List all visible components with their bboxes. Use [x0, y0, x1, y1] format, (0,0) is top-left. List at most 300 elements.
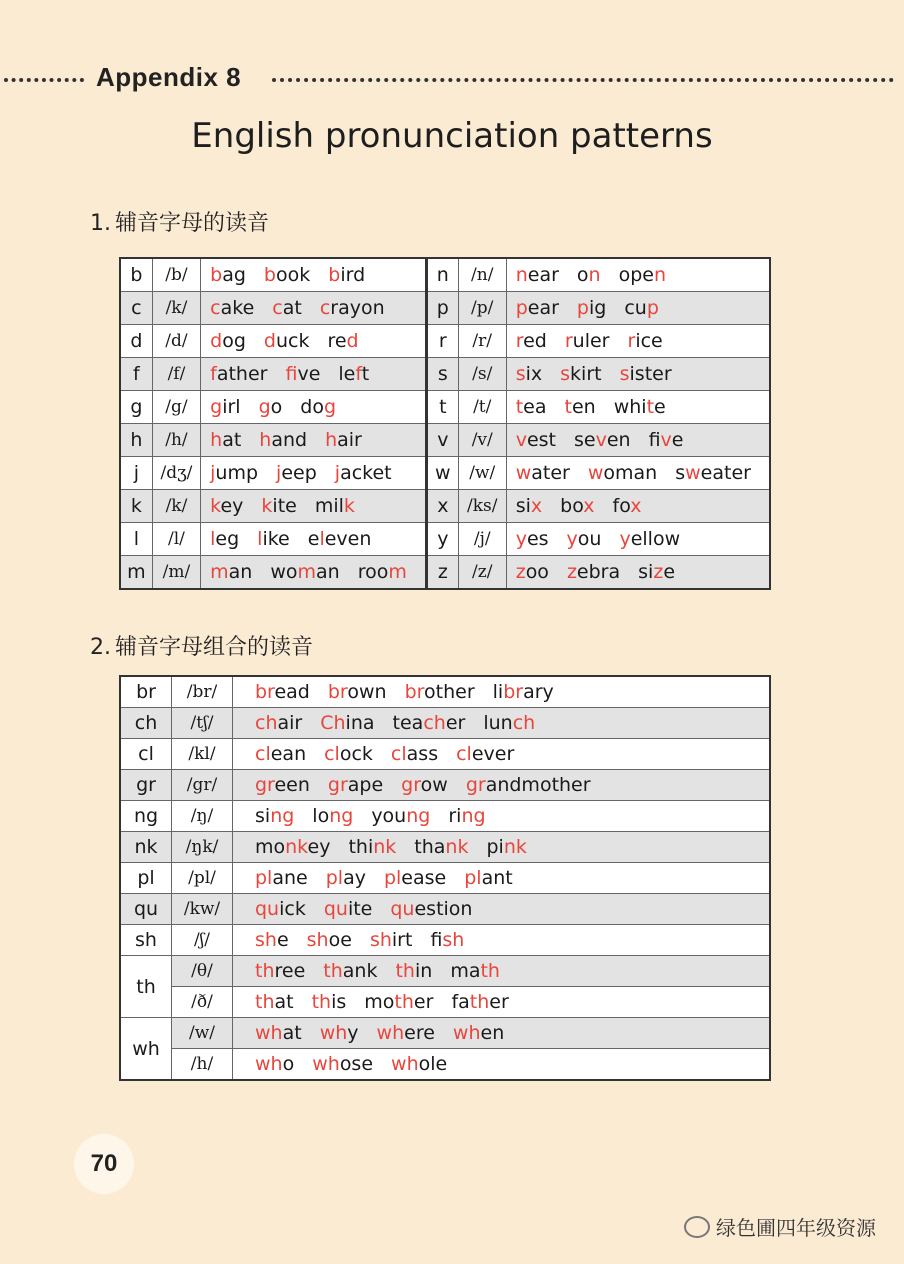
example-word: plant: [464, 867, 513, 889]
highlighted-letters: ch: [512, 712, 536, 734]
table-row: [120, 490, 770, 523]
highlighted-letters: s: [515, 363, 526, 385]
example-word: plane: [255, 867, 308, 889]
example-words: [233, 956, 771, 987]
example-word: hat: [210, 429, 242, 451]
example-word: thin: [395, 960, 433, 982]
table-row: [120, 325, 770, 358]
highlighted-letters: g: [323, 396, 337, 418]
example-word: pear: [515, 297, 559, 319]
example-word: why: [319, 1022, 359, 1044]
table-row: [120, 358, 770, 391]
highlighted-letters: p: [576, 297, 589, 319]
highlighted-letters: b: [210, 264, 223, 286]
highlighted-letters: ng: [461, 805, 486, 827]
highlighted-letters: j: [276, 462, 282, 484]
highlighted-letters: wh: [452, 1022, 481, 1044]
consonant-letter: d: [120, 325, 152, 358]
example-word: open: [618, 264, 666, 286]
example-word: eleven: [307, 528, 372, 550]
example-words: [201, 457, 427, 490]
example-words: [201, 292, 427, 325]
example-words: [233, 739, 771, 770]
letter-combination: gr: [120, 770, 172, 801]
highlighted-letters: wh: [319, 1022, 348, 1044]
highlighted-letters: p: [646, 297, 659, 319]
highlighted-letters: br: [503, 681, 524, 703]
example-word: woman: [270, 561, 340, 583]
highlighted-letters: ng: [329, 805, 354, 827]
consonant-letter: f: [120, 358, 152, 391]
example-word: skirt: [560, 363, 602, 385]
example-word: bird: [328, 264, 366, 286]
example-word: fish: [430, 929, 465, 951]
example-word: jacket: [334, 462, 392, 484]
example-word: tea: [515, 396, 547, 418]
example-word: yes: [515, 528, 549, 550]
example-word: ten: [564, 396, 596, 418]
example-word: whole: [391, 1053, 448, 1075]
highlighted-letters: x: [530, 495, 543, 517]
example-word: six: [515, 363, 543, 385]
highlighted-letters: wh: [391, 1053, 419, 1075]
example-word: this: [311, 991, 347, 1013]
highlighted-letters: m: [210, 561, 229, 583]
example-words: [506, 358, 770, 391]
example-word: cake: [210, 297, 255, 319]
appendix-label: Appendix 8: [96, 62, 242, 92]
example-word: key: [210, 495, 244, 517]
example-word: clock: [324, 743, 373, 765]
example-word: clever: [456, 743, 515, 765]
highlighted-letters: gr: [255, 774, 275, 796]
consonant-letter: z: [426, 556, 458, 590]
highlighted-letters: wh: [255, 1053, 283, 1075]
example-words: [506, 391, 770, 424]
example-word: pink: [486, 836, 527, 858]
letter-combination: sh: [120, 925, 172, 956]
example-word: China: [320, 712, 375, 734]
highlighted-letters: br: [327, 681, 348, 703]
example-word: play: [325, 867, 366, 889]
example-word: man: [210, 561, 253, 583]
appendix-header: [0, 62, 904, 96]
highlighted-letters: wh: [312, 1053, 340, 1075]
consonant-letter: n: [426, 258, 458, 292]
watermark: [684, 1212, 876, 1241]
highlighted-letters: pl: [464, 867, 482, 889]
highlighted-letters: Ch: [320, 712, 346, 734]
phonetic-symbol: /kw/: [172, 894, 233, 925]
example-words: [201, 523, 427, 556]
phonetic-symbol: /gr/: [172, 770, 233, 801]
example-word: seven: [574, 429, 631, 451]
example-word: zebra: [566, 561, 621, 583]
phonetic-symbol: /l/: [152, 523, 200, 556]
highlighted-letters: nk: [503, 836, 527, 858]
example-word: book: [263, 264, 311, 286]
phonetic-symbol: /d/: [152, 325, 200, 358]
consonant-letter: p: [426, 292, 458, 325]
consonant-letter: v: [426, 424, 458, 457]
example-word: grandmother: [465, 774, 591, 796]
section-2-title: [90, 630, 313, 661]
phonetic-symbol: /ŋ/: [172, 801, 233, 832]
highlighted-letters: h: [259, 429, 272, 451]
example-word: yellow: [619, 528, 681, 550]
example-words: [201, 424, 427, 457]
example-word: grow: [401, 774, 448, 796]
highlighted-letters: n: [653, 264, 666, 286]
highlighted-letters: w: [515, 462, 532, 484]
consonant-letter: s: [426, 358, 458, 391]
highlighted-letters: j: [210, 462, 216, 484]
example-word: she: [255, 929, 289, 951]
example-word: please: [383, 867, 447, 889]
table-row: [120, 801, 770, 832]
highlighted-letters: pl: [325, 867, 344, 889]
consonant-letter: g: [120, 391, 152, 424]
highlighted-letters: pl: [383, 867, 402, 889]
highlighted-letters: th: [255, 991, 275, 1013]
section-1-title: [90, 206, 269, 237]
table-row: [120, 770, 770, 801]
example-word: young: [371, 805, 431, 827]
example-word: near: [515, 264, 559, 286]
consonant-letter: l: [120, 523, 152, 556]
highlighted-letters: y: [515, 528, 527, 550]
example-word: clean: [255, 743, 307, 765]
example-word: lunch: [483, 712, 536, 734]
example-word: left: [338, 363, 370, 385]
highlighted-letters: t: [564, 396, 572, 418]
example-word: ring: [448, 805, 486, 827]
highlighted-letters: t: [515, 396, 524, 418]
section-number: 1.: [90, 211, 111, 236]
example-word: green: [255, 774, 310, 796]
example-words: [201, 490, 427, 523]
example-word: think: [348, 836, 397, 858]
highlighted-letters: th: [255, 960, 275, 982]
highlighted-letters: x: [583, 495, 595, 517]
example-words: [233, 925, 771, 956]
highlighted-letters: f: [210, 363, 217, 385]
example-word: long: [312, 805, 354, 827]
example-word: question: [390, 898, 473, 920]
consonant-letter: m: [120, 556, 152, 590]
example-word: class: [390, 743, 439, 765]
example-word: kite: [261, 495, 297, 517]
example-words: [201, 258, 427, 292]
highlighted-letters: y: [619, 528, 631, 550]
phonetic-symbol: /r/: [458, 325, 506, 358]
highlighted-letters: sh: [442, 929, 465, 951]
example-word: dog: [300, 396, 337, 418]
letter-combination: ch: [120, 708, 172, 739]
example-words: [506, 457, 770, 490]
example-word: quite: [323, 898, 373, 920]
phonetic-symbol: /k/: [152, 292, 200, 325]
example-word: father: [210, 363, 268, 385]
phonetic-symbol: /ks/: [458, 490, 506, 523]
highlighted-letters: th: [323, 960, 343, 982]
table-row: [120, 676, 770, 708]
highlighted-letters: v: [660, 429, 672, 451]
table-row: [120, 708, 770, 739]
highlighted-letters: br: [404, 681, 425, 703]
letter-combination: br: [120, 676, 172, 708]
example-words: [233, 676, 771, 708]
word-suffix: ter: [644, 363, 672, 385]
example-word: red: [515, 330, 547, 352]
consonant-letters-table: [119, 257, 771, 590]
consonant-letter: t: [426, 391, 458, 424]
phonetic-symbol: /t/: [458, 391, 506, 424]
highlighted-letters: l: [210, 528, 216, 550]
highlighted-letters: th: [394, 991, 414, 1013]
highlighted-letters: z: [653, 561, 664, 583]
highlighted-letters: r: [515, 330, 524, 352]
highlighted-letters: cl: [255, 743, 271, 765]
highlighted-letters: v: [595, 429, 607, 451]
phonetic-symbol: /ʃ/: [172, 925, 233, 956]
highlighted-letters: b: [263, 264, 276, 286]
table-row: [120, 739, 770, 770]
consonant-letter: h: [120, 424, 152, 457]
table-row: [120, 258, 770, 292]
page-title: English pronunciation patterns: [191, 116, 713, 156]
example-word: what: [255, 1022, 302, 1044]
example-word: whose: [312, 1053, 374, 1075]
letter-combination: pl: [120, 863, 172, 894]
consonant-letter: b: [120, 258, 152, 292]
example-word: monkey: [255, 836, 331, 858]
highlighted-letters: r: [627, 330, 636, 352]
example-words: [233, 863, 771, 894]
example-word: size: [638, 561, 676, 583]
example-word: milk: [314, 495, 355, 517]
highlighted-letters: m: [388, 561, 407, 583]
consonant-letter: w: [426, 457, 458, 490]
highlighted-letters: k: [210, 495, 221, 517]
chat-bubble-icon: [684, 1216, 710, 1238]
example-word: shoe: [306, 929, 352, 951]
consonant-letter: x: [426, 490, 458, 523]
table-row: [120, 832, 770, 863]
highlighted-letters: g: [258, 396, 271, 418]
example-word: you: [566, 528, 602, 550]
highlighted-letters: v: [515, 429, 527, 451]
highlighted-letters: h: [210, 429, 223, 451]
example-word: woman: [587, 462, 658, 484]
highlighted-letters: ng: [406, 805, 431, 827]
highlighted-letters: f: [285, 363, 298, 385]
example-word: sweater: [675, 462, 751, 484]
example-word: teacher: [392, 712, 466, 734]
example-word: ruler: [564, 330, 610, 352]
table-row: [120, 894, 770, 925]
example-word: on: [576, 264, 601, 286]
example-word: fox: [612, 495, 642, 517]
example-words: [233, 832, 771, 863]
example-word: pig: [576, 297, 607, 319]
example-word: cup: [624, 297, 659, 319]
table-row: [120, 391, 770, 424]
example-word: hair: [325, 429, 362, 451]
example-word: six: [515, 495, 543, 517]
example-words: [233, 708, 771, 739]
example-words: [201, 325, 427, 358]
example-word: leg: [210, 528, 240, 550]
example-word: room: [357, 561, 407, 583]
phonetic-symbol: /pl/: [172, 863, 233, 894]
example-words: [233, 987, 771, 1018]
example-word: cat: [272, 297, 302, 319]
highlighted-letters: k: [343, 495, 355, 517]
consonant-letter: r: [426, 325, 458, 358]
phonetic-symbol: /m/: [152, 556, 200, 590]
example-word: crayon: [319, 297, 385, 319]
example-word: zoo: [515, 561, 549, 583]
highlighted-letters: h: [325, 429, 338, 451]
consonant-letter: k: [120, 490, 152, 523]
letter-combination: wh: [120, 1018, 172, 1081]
highlighted-letters: gr: [401, 774, 421, 796]
phonetic-symbol: /w/: [458, 457, 506, 490]
highlighted-letters: b: [328, 264, 341, 286]
letter-combination: nk: [120, 832, 172, 863]
dotted-rule-left: [4, 78, 84, 82]
highlighted-letters: gr: [465, 774, 486, 796]
highlighted-letters: k: [261, 495, 273, 517]
highlighted-letters: wh: [376, 1022, 405, 1044]
phonetic-symbol: /p/: [458, 292, 506, 325]
section-label: 辅音字母组合的读音: [115, 635, 314, 660]
example-word: quick: [255, 898, 306, 920]
highlighted-letters: l: [319, 528, 325, 550]
phonetic-symbol: /z/: [458, 556, 506, 590]
table-row: [120, 523, 770, 556]
example-words: [506, 556, 770, 590]
example-words: [506, 292, 770, 325]
letter-combination: cl: [120, 739, 172, 770]
highlighted-letters: c: [210, 297, 221, 319]
example-word: sister: [619, 363, 672, 385]
section-number: 2.: [90, 635, 111, 660]
dotted-rule-right: [272, 78, 894, 82]
highlighted-letters: qu: [323, 898, 348, 920]
highlighted-letters: br: [255, 681, 275, 703]
example-word: water: [515, 462, 570, 484]
example-word: box: [560, 495, 595, 517]
phonetic-symbol: /n/: [458, 258, 506, 292]
example-word: who: [255, 1053, 295, 1075]
highlighted-letters: sh: [306, 929, 329, 951]
example-words: [233, 801, 771, 832]
highlighted-letters: s: [560, 363, 571, 385]
example-word: three: [255, 960, 306, 982]
table-row: [120, 556, 770, 590]
consonant-letter: y: [426, 523, 458, 556]
example-word: thank: [323, 960, 378, 982]
highlighted-letters: l: [257, 528, 263, 550]
phonetic-symbol: /v/: [458, 424, 506, 457]
highlighted-letters: w: [685, 462, 701, 484]
highlighted-letters: qu: [255, 898, 280, 920]
table-row: [120, 956, 770, 987]
highlighted-letters: ch: [423, 712, 446, 734]
phonetic-symbol: /θ/: [172, 956, 233, 987]
phonetic-symbol: /tʃ/: [172, 708, 233, 739]
highlighted-letters: c: [319, 297, 331, 319]
example-words: [506, 523, 770, 556]
phonetic-symbol: /kl/: [172, 739, 233, 770]
example-word: brown: [327, 681, 387, 703]
table-row: [120, 457, 770, 490]
highlighted-letters: cl: [390, 743, 407, 765]
table-row: [120, 424, 770, 457]
highlighted-letters: n: [515, 264, 528, 286]
example-word: bag: [210, 264, 246, 286]
example-word: bread: [255, 681, 310, 703]
table-row: [120, 987, 770, 1018]
example-words: [506, 325, 770, 358]
highlighted-letters: z: [515, 561, 526, 583]
consonant-letter: j: [120, 457, 152, 490]
table-row: [120, 863, 770, 894]
phonetic-symbol: /k/: [152, 490, 200, 523]
example-word: grape: [327, 774, 384, 796]
example-word: five: [285, 363, 321, 385]
highlighted-letters: d: [346, 330, 359, 352]
highlighted-letters: gr: [327, 774, 348, 796]
highlighted-letters: th: [480, 960, 500, 982]
example-word: when: [452, 1022, 505, 1044]
example-word: brother: [404, 681, 475, 703]
example-word: five: [648, 429, 684, 451]
example-word: go: [258, 396, 283, 418]
page-number: 70: [74, 1134, 134, 1194]
letter-combination: ng: [120, 801, 172, 832]
phonetic-symbol: /j/: [458, 523, 506, 556]
example-word: hand: [259, 429, 308, 451]
example-words: [201, 358, 427, 391]
phonetic-symbol: /b/: [152, 258, 200, 292]
example-word: white: [613, 396, 666, 418]
highlighted-letters: th: [395, 960, 415, 982]
example-word: jump: [210, 462, 259, 484]
phonetic-symbol: /s/: [458, 358, 506, 391]
highlighted-letters: r: [564, 330, 573, 352]
phonetic-symbol: /h/: [172, 1049, 233, 1081]
highlighted-letters: g: [210, 396, 223, 418]
highlighted-letters: c: [272, 297, 283, 319]
example-words: [201, 391, 427, 424]
watermark-text: 绿色圃四年级资源: [716, 1216, 876, 1240]
example-word: where: [376, 1022, 435, 1044]
example-word: vest: [515, 429, 556, 451]
highlighted-letters: qu: [390, 898, 415, 920]
phonetic-symbol: /g/: [152, 391, 200, 424]
highlighted-letters: z: [566, 561, 577, 583]
example-words: [233, 1049, 771, 1081]
highlighted-letters: f: [355, 363, 362, 385]
example-words: [506, 424, 770, 457]
highlighted-letters: j: [334, 462, 341, 484]
example-word: like: [257, 528, 290, 550]
example-word: jeep: [276, 462, 317, 484]
example-words: [201, 556, 427, 590]
